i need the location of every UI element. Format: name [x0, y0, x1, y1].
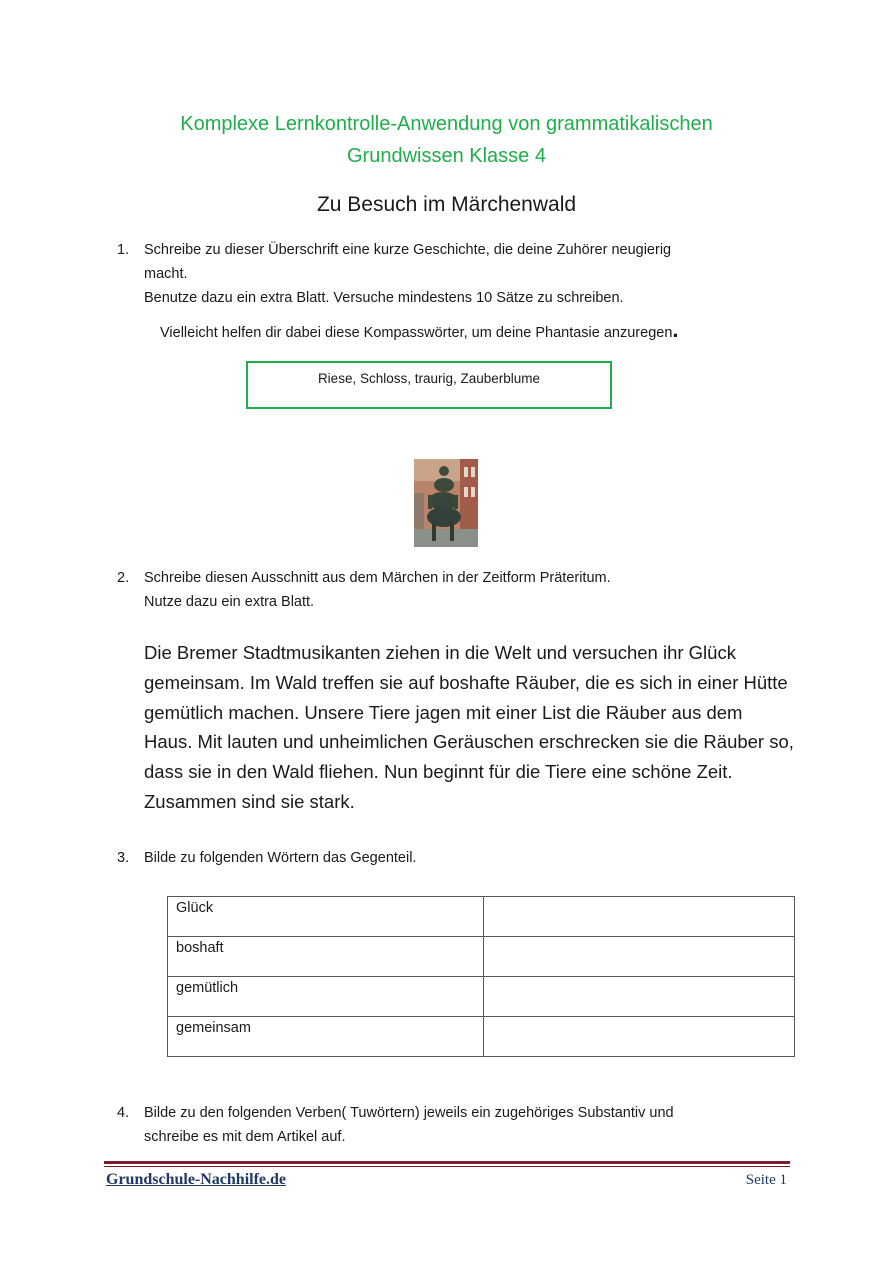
table-row [168, 897, 795, 937]
task-1-hint [160, 318, 679, 345]
task-3-body [144, 846, 784, 870]
antonym-table [167, 896, 795, 1057]
statue-photo-drawing [414, 459, 478, 547]
title-line-1: Komplexe Lernkontrolle-Anwendung von grammatikalischen [180, 113, 713, 135]
task-4-number: 4. [117, 1105, 130, 1121]
worksheet-title [100, 108, 793, 172]
task-4-line-2: schreibe es mit dem Artikel auf. [144, 1129, 346, 1145]
table-cell-word: gemütlich [168, 977, 484, 1017]
task-1-hint-text: Vielleicht helfen dir dabei diese Kompasswörter, um deine Phantasie anzuregen [160, 325, 673, 341]
bremen-musicians-statue-image [414, 459, 478, 547]
table-row [168, 937, 795, 977]
table-cell-answer[interactable] [484, 897, 795, 937]
table-row [168, 1017, 795, 1057]
task-1-number: 1. [117, 242, 130, 258]
page-number: Seite 1 [745, 1172, 787, 1188]
table-cell-word: gemeinsam [168, 1017, 484, 1057]
task-3-instruction: Bilde zu folgenden Wörtern das Gegenteil. [144, 850, 417, 866]
task-2-line-1: Schreibe diesen Ausschnitt aus dem Märchen in der Zeitform Präteritum. [144, 570, 611, 586]
table-row [168, 977, 795, 1017]
title-line-2: Grundwissen Klasse 4 [347, 145, 546, 167]
footer-rule-thin [104, 1166, 790, 1167]
table-cell-answer[interactable] [484, 1017, 795, 1057]
task-1-body [144, 238, 784, 310]
story-heading: Zu Besuch im Märchenwald [316, 193, 577, 216]
table-cell-answer[interactable] [484, 977, 795, 1017]
task-2-body [144, 566, 784, 614]
table-cell-word: boshaft [168, 937, 484, 977]
footer-rule [104, 1161, 790, 1164]
fairy-tale-excerpt: Die Bremer Stadtmusikanten ziehen in die Welt und versuchen ihr Glück gemeinsam. Im Wald treffen sie auf boshafte Räuber, die es sich in einer Hütte gemütlich machen. Unsere Tiere jagen mit einer List die Räuber aus dem Haus. Mit lauten und unheimlichen Geräuschen erschrecken sie die Räuber so, dass sie in den Wald fliehen. Nun beginnt für die Tiere eine schöne Zeit. Zusammen sind sie stark. [144, 642, 794, 812]
table-cell-answer[interactable] [484, 937, 795, 977]
task-2-line-2: Nutze dazu ein extra Blatt. [144, 594, 315, 610]
table-cell-word: Glück [168, 897, 484, 937]
task-3-number: 3. [117, 850, 130, 866]
task-4-body [144, 1101, 784, 1149]
task-1-hint-period: . [672, 317, 679, 342]
task-1-line-3: Benutze dazu ein extra Blatt. Versuche mindestens 10 Sätze zu schreiben. [144, 290, 624, 306]
footer-site-link[interactable]: Grundschule-Nachhilfe.de [106, 1171, 287, 1188]
compass-words-box [246, 361, 612, 409]
task-4-line-1: Bilde zu den folgenden Verben( Tuwörtern) jeweils ein zugehöriges Substantiv und [144, 1105, 674, 1121]
compass-words: Riese, Schloss, traurig, Zauberblume [317, 371, 541, 386]
task-1-line-1: Schreibe zu dieser Überschrift eine kurze Geschichte, die deine Zuhörer neugierig [144, 242, 672, 258]
task-1-line-2: macht. [144, 266, 188, 282]
task-2-number: 2. [117, 570, 130, 586]
